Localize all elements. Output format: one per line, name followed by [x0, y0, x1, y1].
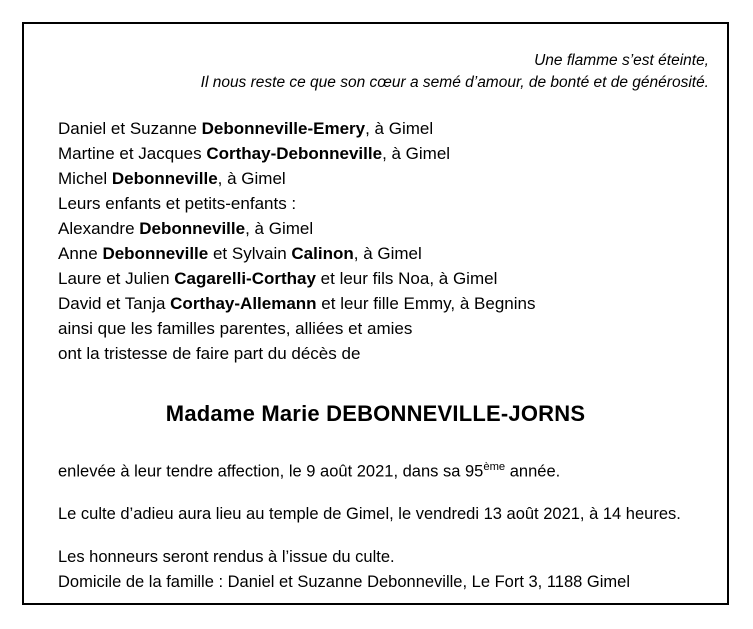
family-line — [58, 317, 713, 342]
closing-line-1-post: année. — [505, 462, 561, 481]
family-line — [58, 117, 713, 142]
family-line-name: Cagarelli-Corthay — [174, 268, 316, 288]
death-notice-card — [22, 22, 729, 605]
closing-paragraph-2: Le culte d’adieu aura lieu au temple de Gimel, le vendredi 13 août 2021, à 14 heures. — [58, 505, 681, 524]
closing-paragraph-4: Domicile de la famille : Daniel et Suzanne Debonneville, Le Fort 3, 1188 Gimel — [58, 572, 630, 591]
family-line — [58, 167, 713, 192]
family-line-prefix: ont la tristesse de faire part du décès de — [58, 343, 361, 363]
family-line-prefix: ainsi que les familles parentes, alliées et amies — [58, 318, 413, 338]
family-line-middle: et Sylvain — [208, 243, 292, 263]
ordinal-suffix: ème — [483, 460, 506, 473]
family-line-prefix: Alexandre — [58, 218, 140, 238]
epigraph — [38, 50, 713, 95]
family-line-suffix: , à Gimel — [353, 243, 422, 263]
family-line-prefix: Laure et Julien — [58, 268, 175, 288]
family-line-name-2: Calinon — [291, 243, 354, 263]
deceased-name: Madame Marie DEBONNEVILLE-JORNS — [165, 400, 586, 426]
family-list — [38, 117, 713, 367]
family-line-suffix: , à Gimel — [217, 168, 286, 188]
family-line-prefix: Daniel et Suzanne — [58, 118, 202, 138]
family-line-suffix: et leur fils Noa, à Gimel — [315, 268, 498, 288]
family-line-prefix: Martine et Jacques — [58, 143, 207, 163]
family-line — [58, 217, 713, 242]
family-line-name: Debonneville-Emery — [201, 118, 366, 138]
family-line — [58, 267, 713, 292]
family-line-name: Debonneville — [139, 218, 246, 238]
family-line-prefix: Leurs enfants et petits-enfants : — [58, 193, 297, 213]
notice-content — [38, 50, 713, 589]
family-line — [58, 292, 713, 317]
family-line-name: Debonneville — [111, 168, 218, 188]
family-line-prefix: Anne — [58, 243, 103, 263]
closing-paragraph-3: Les honneurs seront rendus à l’issue du culte. — [58, 547, 395, 566]
family-line-name: Debonneville — [102, 243, 209, 263]
closing-paragraph-1 — [58, 459, 703, 484]
closing-line-1-pre: enlevée à leur tendre affection, le 9 août 2021, dans sa 95 — [58, 462, 484, 481]
epigraph-line-2: Il nous reste ce que son cœur a semé d’amour, de bonté et de générosité. — [200, 74, 709, 92]
family-line-prefix: Michel — [58, 168, 112, 188]
family-line — [58, 342, 713, 367]
family-line — [58, 242, 713, 267]
closing-text — [38, 459, 713, 595]
family-line-prefix: David et Tanja — [58, 293, 171, 313]
family-line-suffix: , à Gimel — [245, 218, 314, 238]
family-line-name: Corthay-Allemann — [170, 293, 317, 313]
family-line — [58, 192, 713, 217]
family-line — [58, 142, 713, 167]
family-line-suffix: , à Gimel — [382, 143, 451, 163]
family-line-name: Corthay-Debonneville — [206, 143, 383, 163]
family-line-suffix: et leur fille Emmy, à Begnins — [316, 293, 536, 313]
family-line-suffix: , à Gimel — [365, 118, 434, 138]
epigraph-line-1: Une flamme s’est éteinte, — [534, 52, 709, 69]
